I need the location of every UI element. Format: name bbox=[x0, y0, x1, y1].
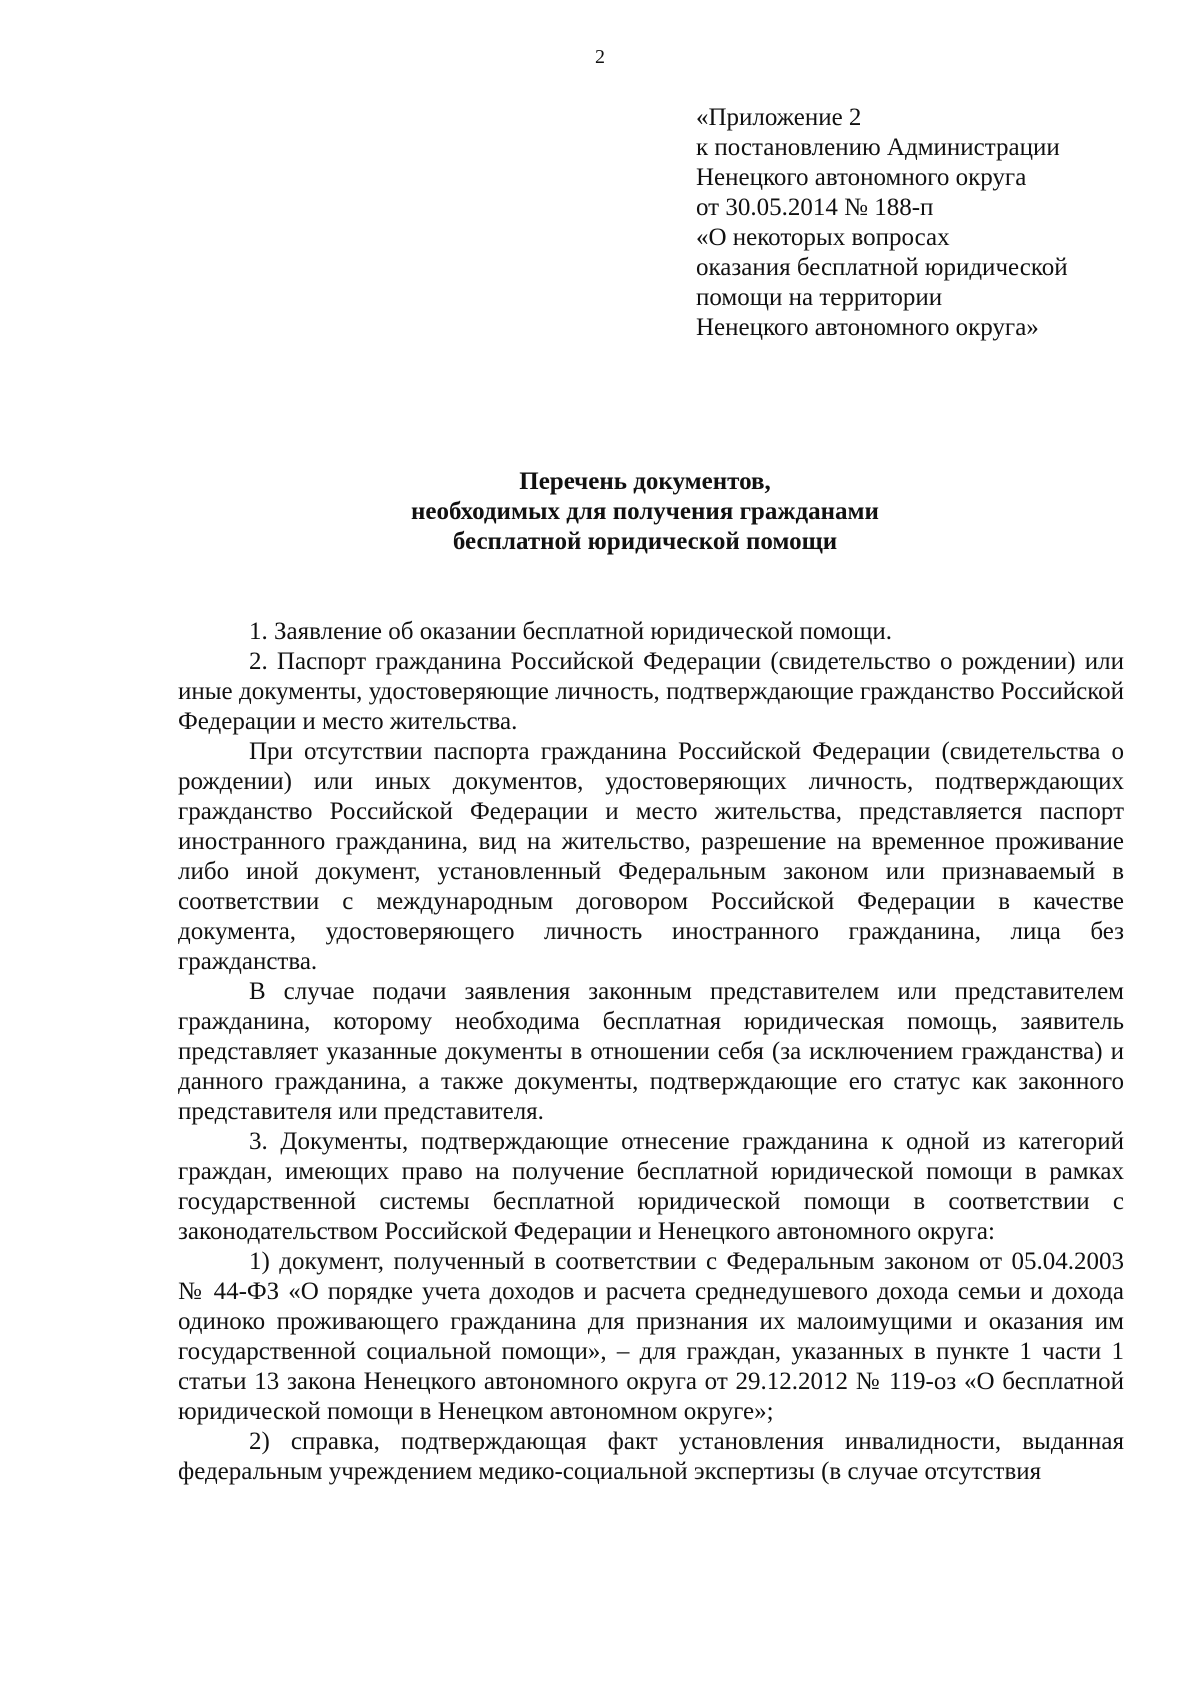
paragraph-subitem-2: 2) справка, подтверждающая факт установления инвалидности, выданная федеральным учреждением медико-социальной экспертизы (в случае отсутствия bbox=[178, 1428, 1124, 1485]
appendix-line: от 30.05.2014 № 188-п bbox=[696, 194, 934, 221]
paragraph-no-passport: При отсутствии паспорта гражданина Российской Федерации (свидетельства о рождении) или иных документов, удостоверяющих личность, подтверждающих гражданство Российской Федерации и место жительства, представляется паспорт иностранного гражданина, вид на жительство, разрешение на временное проживание либо иной документ, установленный Федеральным законом или признаваемый в соответствии с международным договором Российской Федерации в качестве документа, удостоверяющего личность иностранного гражданина, лица без гражданства. bbox=[178, 738, 1124, 975]
title-line: необходимых для получения гражданами bbox=[411, 498, 879, 525]
paragraph-item-2: 2. Паспорт гражданина Российской Федерации (свидетельство о рождении) или иные документы, удостоверяющие личность, подтверждающие гражданство Российской Федерации и место жительства. bbox=[178, 648, 1124, 735]
appendix-line: Ненецкого автономного округа» bbox=[696, 314, 1039, 341]
document-title bbox=[0, 467, 1200, 557]
document-body bbox=[178, 617, 1124, 1487]
paragraph-representative: В случае подачи заявления законным представителем или представителем гражданина, которому необходима бесплатная юридическая помощь, заявитель представляет указанные документы в отношении себя (за исключением гражданства) и данного гражданина, а также документы, подтверждающие его статус как законного представителя или представителя. bbox=[178, 978, 1124, 1125]
title-line: бесплатной юридической помощи bbox=[452, 528, 838, 555]
page-number: 2 bbox=[595, 46, 605, 68]
appendix-line: помощи на территории bbox=[696, 284, 943, 311]
appendix-line: оказания бесплатной юридической bbox=[696, 254, 1068, 281]
appendix-header bbox=[696, 103, 1068, 343]
paragraph-subitem-1: 1) документ, полученный в соответствии с Федеральным законом от 05.04.2003 № 44-ФЗ «О порядке учета доходов и расчета среднедушевого дохода семьи и дохода одиноко проживающего гражданина для признания их малоимущими и оказания им государственной социальной помощи», – для граждан, указанных в пункте 1 части 1 статьи 13 закона Ненецкого автономного округа от 29.12.2012 № 119-оз «О бесплатной юридической помощи в Ненецком автономном округе»; bbox=[178, 1248, 1124, 1425]
title-line: Перечень документов, bbox=[519, 468, 771, 495]
appendix-line: к постановлению Администрации bbox=[696, 134, 1060, 161]
appendix-line: «О некоторых вопросах bbox=[696, 224, 950, 251]
appendix-line: Ненецкого автономного округа bbox=[696, 164, 1027, 191]
paragraph-item-1: 1. Заявление об оказании бесплатной юридической помощи. bbox=[249, 618, 893, 645]
paragraph-item-3: 3. Документы, подтверждающие отнесение гражданина к одной из категорий граждан, имеющих право на получение бесплатной юридической помощи в рамках государственной системы бесплатной юридической помощи в соответствии с законодательством Российской Федерации и Ненецкого автономного округа: bbox=[178, 1128, 1124, 1245]
appendix-line: «Приложение 2 bbox=[696, 104, 862, 131]
